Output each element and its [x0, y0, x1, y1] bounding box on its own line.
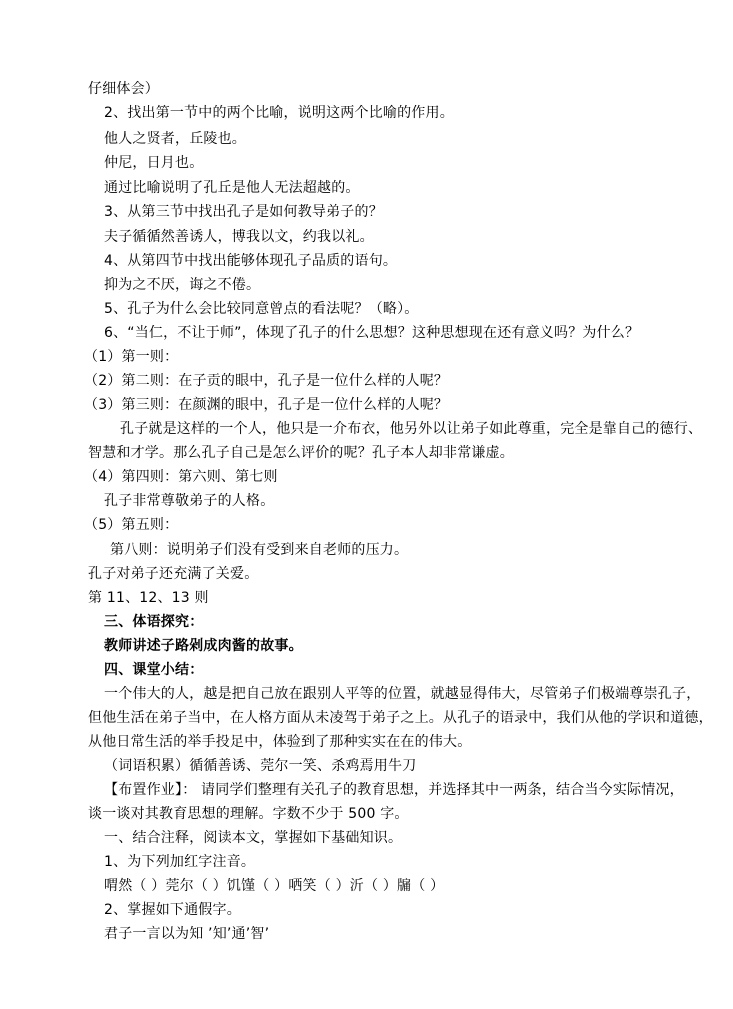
- text-line: 第八则：说明弟子们没有受到来自老师的压力。: [110, 542, 409, 558]
- text-line: 第 11、12、13 则: [88, 590, 209, 606]
- text-line: 夫子循循然善诱人，博我以文，约我以礼。: [104, 229, 374, 245]
- text-line: 通过比喻说明了孔丘是他人无法超越的。: [104, 180, 360, 196]
- section-heading: 四、课堂小结：: [104, 662, 204, 678]
- text-line: （4）第四则：第六则、第七则: [84, 469, 278, 485]
- text-line: （词语积累）循循善诱、莞尔一笑、杀鸡焉用牛刀: [104, 758, 417, 774]
- text-line: （2）第二则：在子贡的眼中，孔子是一位什么样的人呢？: [84, 373, 449, 389]
- text-line: 孔子就是这样的一个人，他只是一介布衣，他另外以让弟子如此尊重，完全是靠自己的德行、: [120, 421, 703, 437]
- text-line: 从他日常生活的举手投足中，体验到了那种实实在在的伟大。: [88, 734, 472, 750]
- text-line: 但他生活在弟子当中，在人格方面从未凌驾于弟子之上。从孔子的语录中，我们从他的学识和道德，: [88, 710, 713, 726]
- text-line: 5、孔子为什么会比较同意曾点的看法呢？（略）。: [104, 301, 419, 317]
- text-line: 谈一谈对其教育思想的理解。字数不少于 500 字。: [88, 806, 409, 822]
- text-line: 4、从第四节中找出能够体现孔子品质的语句。: [104, 253, 398, 269]
- text-line: 抑为之不厌，诲之不倦。: [104, 277, 261, 293]
- text-line: 仲尼，日月也。: [104, 155, 204, 171]
- text-line: （1）第一则：: [84, 349, 179, 365]
- text-line: 2、掌握如下通假字。: [104, 902, 241, 918]
- text-line: 孔子对弟子还充满了关爱。: [88, 566, 259, 582]
- text-line: 一个伟大的人，越是把自己放在跟别人平等的位置，就越显得伟大，尽管弟子们极端尊崇孔子，: [104, 686, 701, 702]
- text-line: 孔子非常尊敬弟子的人格。: [104, 493, 275, 509]
- text-line: 2、找出第一节中的两个比喻，说明这两个比喻的作用。: [104, 105, 454, 121]
- text-line: （3）第三则：在颜渊的眼中，孔子是一位什么样的人呢？: [84, 397, 449, 413]
- text-line: 一、结合注释，阅读本文，掌握如下基础知识。: [104, 830, 403, 846]
- text-line: （5）第五则：: [84, 517, 179, 533]
- text-line: 智慧和才学。那么孔子自己是怎么评价的呢？孔子本人却非常谦虚。: [88, 445, 514, 461]
- text-line: 君子一言以为知 ’知’通’智’: [104, 926, 270, 942]
- text-line: 他人之贤者，丘陵也。: [104, 131, 246, 147]
- section-heading: 三、体语探究：: [104, 614, 204, 630]
- text-line: 喟然（ ）莞尔（ ）饥馑（ ）哂笑（ ）沂（ ）牖（ ）: [104, 878, 445, 894]
- text-line: 仔细体会）: [88, 81, 159, 97]
- text-line: 【布置作业】： 请同学们整理有关孔子的教育思想，并选择其中一两条，结合当今实际情况，: [104, 782, 684, 798]
- text-line: 教师讲述子路剁成肉酱的故事。: [104, 638, 303, 654]
- text-line: 1、为下列加红字注音。: [104, 854, 256, 870]
- text-line: 3、从第三节中找出孔子是如何教导弟子的？: [104, 204, 383, 220]
- text-line: 6、“当仁，不让于师”，体现了孔子的什么思想？这种思想现在还有意义吗？为什么？: [104, 325, 640, 341]
